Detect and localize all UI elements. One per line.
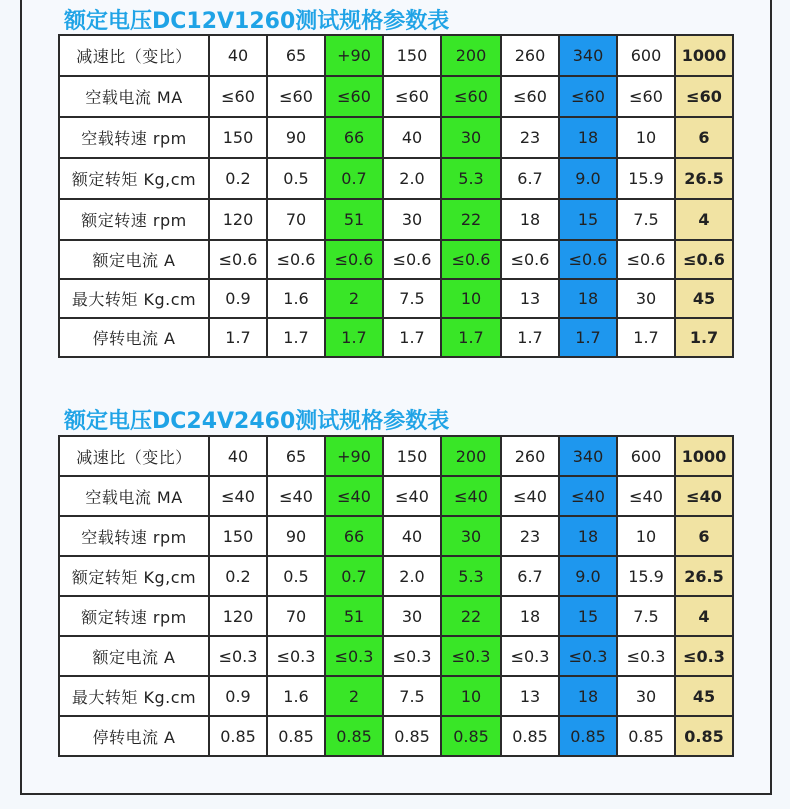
table-cell: 1.7 xyxy=(209,318,267,357)
table-cell: 70 xyxy=(267,199,325,240)
table-cell: 30 xyxy=(441,117,501,158)
table-cell: 600 xyxy=(617,35,675,76)
table-cell: 22 xyxy=(441,596,501,636)
table-cell: ≤0.3 xyxy=(559,636,617,676)
table-cell: ≤60 xyxy=(559,76,617,117)
row-label: 最大转矩 Kg.cm xyxy=(59,279,209,318)
table-cell: ≤40 xyxy=(383,476,441,516)
table-cell: 70 xyxy=(267,596,325,636)
table-cell: ≤0.6 xyxy=(501,240,559,279)
table-cell: ≤0.6 xyxy=(675,240,733,279)
table-cell: 7.5 xyxy=(383,676,441,716)
table-cell: 30 xyxy=(441,516,501,556)
table-cell: 30 xyxy=(617,676,675,716)
table-cell: 6 xyxy=(675,117,733,158)
table-cell: 0.85 xyxy=(675,716,733,756)
table-cell: 15 xyxy=(559,199,617,240)
table-cell: ≤0.3 xyxy=(325,636,383,676)
table-cell: 150 xyxy=(209,117,267,158)
table-cell: 1.7 xyxy=(441,318,501,357)
table-cell: 13 xyxy=(501,279,559,318)
table-cell: 23 xyxy=(501,117,559,158)
table-cell: 1.6 xyxy=(267,279,325,318)
table-cell: ≤0.6 xyxy=(617,240,675,279)
table-cell: ≤0.6 xyxy=(559,240,617,279)
table-cell: ≤40 xyxy=(675,476,733,516)
table-cell: ≤40 xyxy=(501,476,559,516)
table-cell: 1000 xyxy=(675,35,733,76)
table-row xyxy=(59,117,733,158)
row-label: 空载电流 MA xyxy=(59,76,209,117)
table-cell: ≤0.3 xyxy=(501,636,559,676)
row-label: 空载转速 rpm xyxy=(59,516,209,556)
table-cell: 18 xyxy=(501,199,559,240)
table-cell: 18 xyxy=(559,117,617,158)
table-cell: 0.9 xyxy=(209,279,267,318)
table-cell: 30 xyxy=(383,199,441,240)
table-cell: 1.7 xyxy=(383,318,441,357)
table-cell: ≤0.3 xyxy=(617,636,675,676)
table2-title: 额定电压DC24V2460测试规格参数表 xyxy=(64,409,450,434)
table-cell: 15 xyxy=(559,596,617,636)
table-cell: ≤0.3 xyxy=(209,636,267,676)
table-cell: 15.9 xyxy=(617,556,675,596)
row-label: 额定电流 A xyxy=(59,636,209,676)
row-label: 空载电流 MA xyxy=(59,476,209,516)
table-cell: 40 xyxy=(209,35,267,76)
table-cell: 1.7 xyxy=(267,318,325,357)
table-row xyxy=(59,279,733,318)
table-cell: 4 xyxy=(675,596,733,636)
table-cell: 9.0 xyxy=(559,158,617,199)
table-cell: 1.7 xyxy=(325,318,383,357)
table-cell: 600 xyxy=(617,436,675,476)
row-label: 减速比（变比） xyxy=(59,35,209,76)
table-cell: ≤40 xyxy=(617,476,675,516)
table-cell: ≤0.6 xyxy=(209,240,267,279)
row-label: 停转电流 A xyxy=(59,716,209,756)
table-cell: 18 xyxy=(559,676,617,716)
table-cell: ≤40 xyxy=(209,476,267,516)
table-cell: 22 xyxy=(441,199,501,240)
table-cell: 0.85 xyxy=(209,716,267,756)
table-cell: 260 xyxy=(501,436,559,476)
table-cell: 2 xyxy=(325,676,383,716)
table-cell: 4 xyxy=(675,199,733,240)
table-row xyxy=(59,636,733,676)
table-cell: 1000 xyxy=(675,436,733,476)
table-cell: ≤60 xyxy=(383,76,441,117)
table-cell: 1.6 xyxy=(267,676,325,716)
table-cell: ≤0.3 xyxy=(383,636,441,676)
table-cell: 150 xyxy=(383,436,441,476)
table-cell: 6.7 xyxy=(501,556,559,596)
table-cell: 18 xyxy=(501,596,559,636)
table-cell: 18 xyxy=(559,516,617,556)
table-cell: ≤40 xyxy=(441,476,501,516)
table-cell: 5.3 xyxy=(441,556,501,596)
table-cell: 0.5 xyxy=(267,158,325,199)
row-label: 减速比（变比） xyxy=(59,436,209,476)
row-label: 空载转速 rpm xyxy=(59,117,209,158)
table-row xyxy=(59,676,733,716)
table-cell: 7.5 xyxy=(617,596,675,636)
table-cell: 40 xyxy=(209,436,267,476)
table-row xyxy=(59,516,733,556)
table-cell: 0.7 xyxy=(325,158,383,199)
table1-title: 额定电压DC12V1260测试规格参数表 xyxy=(64,9,450,34)
table-cell: 6 xyxy=(675,516,733,556)
table-cell: ≤60 xyxy=(501,76,559,117)
table-cell: ≤60 xyxy=(675,76,733,117)
table-row xyxy=(59,596,733,636)
table-cell: 7.5 xyxy=(383,279,441,318)
table-cell: 51 xyxy=(325,596,383,636)
table-row xyxy=(59,716,733,756)
table-cell: ≤60 xyxy=(325,76,383,117)
table-cell: 9.0 xyxy=(559,556,617,596)
row-label: 额定转矩 Kg,cm xyxy=(59,158,209,199)
table-cell: ≤40 xyxy=(559,476,617,516)
table-cell: ≤40 xyxy=(325,476,383,516)
table-row xyxy=(59,556,733,596)
table-cell: 340 xyxy=(559,436,617,476)
table-cell: 65 xyxy=(267,35,325,76)
table-row xyxy=(59,318,733,357)
table-cell: 45 xyxy=(675,676,733,716)
table-cell: 2.0 xyxy=(383,158,441,199)
table-cell: 0.2 xyxy=(209,158,267,199)
table-row xyxy=(59,35,733,76)
table-cell: ≤0.3 xyxy=(267,636,325,676)
row-label: 额定转速 rpm xyxy=(59,596,209,636)
table-row xyxy=(59,240,733,279)
table-cell: 6.7 xyxy=(501,158,559,199)
table-cell: ≤0.6 xyxy=(325,240,383,279)
row-label: 额定电流 A xyxy=(59,240,209,279)
table-cell: ≤0.3 xyxy=(441,636,501,676)
table-cell: 66 xyxy=(325,117,383,158)
table-cell: 0.5 xyxy=(267,556,325,596)
table-cell: 0.85 xyxy=(383,716,441,756)
row-label: 额定转矩 Kg,cm xyxy=(59,556,209,596)
table-cell: 1.7 xyxy=(559,318,617,357)
table-cell: 120 xyxy=(209,596,267,636)
table-cell: 10 xyxy=(441,279,501,318)
table-cell: +90 xyxy=(325,35,383,76)
table-row xyxy=(59,476,733,516)
table-cell: 40 xyxy=(383,117,441,158)
table-cell: 10 xyxy=(441,676,501,716)
table-cell: 90 xyxy=(267,117,325,158)
table-cell: 1.7 xyxy=(675,318,733,357)
table-cell: ≤60 xyxy=(267,76,325,117)
table-cell: ≤60 xyxy=(209,76,267,117)
table-cell: 0.7 xyxy=(325,556,383,596)
table-cell: 26.5 xyxy=(675,556,733,596)
table-cell: 120 xyxy=(209,199,267,240)
table-cell: ≤60 xyxy=(441,76,501,117)
table-cell: ≤40 xyxy=(267,476,325,516)
table-cell: 150 xyxy=(383,35,441,76)
table-cell: 0.85 xyxy=(441,716,501,756)
table-cell: 5.3 xyxy=(441,158,501,199)
table-cell: 10 xyxy=(617,117,675,158)
table-cell: 26.5 xyxy=(675,158,733,199)
table-cell: 0.85 xyxy=(617,716,675,756)
table-row xyxy=(59,436,733,476)
table-cell: 2.0 xyxy=(383,556,441,596)
table-cell: 65 xyxy=(267,436,325,476)
table-cell: +90 xyxy=(325,436,383,476)
table-cell: 150 xyxy=(209,516,267,556)
table-cell: 30 xyxy=(383,596,441,636)
table-cell: 1.7 xyxy=(501,318,559,357)
table-cell: 340 xyxy=(559,35,617,76)
table-cell: 13 xyxy=(501,676,559,716)
table-cell: 0.2 xyxy=(209,556,267,596)
table-cell: 40 xyxy=(383,516,441,556)
spec-table-24v xyxy=(58,435,734,757)
table-cell: 18 xyxy=(559,279,617,318)
table-cell: 51 xyxy=(325,199,383,240)
table-cell: ≤0.3 xyxy=(675,636,733,676)
table-cell: ≤0.6 xyxy=(383,240,441,279)
spec-table-12v xyxy=(58,34,734,358)
table-cell: 15.9 xyxy=(617,158,675,199)
table-cell: 7.5 xyxy=(617,199,675,240)
table-cell: 1.7 xyxy=(617,318,675,357)
table-cell: 0.9 xyxy=(209,676,267,716)
table-cell: 260 xyxy=(501,35,559,76)
table-cell: 45 xyxy=(675,279,733,318)
table-cell: 90 xyxy=(267,516,325,556)
table-cell: 66 xyxy=(325,516,383,556)
table-cell: 0.85 xyxy=(559,716,617,756)
table-cell: ≤60 xyxy=(617,76,675,117)
table-cell: 0.85 xyxy=(267,716,325,756)
table-cell: 2 xyxy=(325,279,383,318)
table-row xyxy=(59,199,733,240)
table-cell: 30 xyxy=(617,279,675,318)
table-cell: ≤0.6 xyxy=(441,240,501,279)
table-row xyxy=(59,76,733,117)
table-cell: 0.85 xyxy=(501,716,559,756)
row-label: 额定转速 rpm xyxy=(59,199,209,240)
table-cell: 200 xyxy=(441,35,501,76)
table-row xyxy=(59,158,733,199)
table-cell: 10 xyxy=(617,516,675,556)
table-cell: 200 xyxy=(441,436,501,476)
row-label: 最大转矩 Kg.cm xyxy=(59,676,209,716)
table-cell: ≤0.6 xyxy=(267,240,325,279)
table-cell: 0.85 xyxy=(325,716,383,756)
row-label: 停转电流 A xyxy=(59,318,209,357)
table-cell: 23 xyxy=(501,516,559,556)
